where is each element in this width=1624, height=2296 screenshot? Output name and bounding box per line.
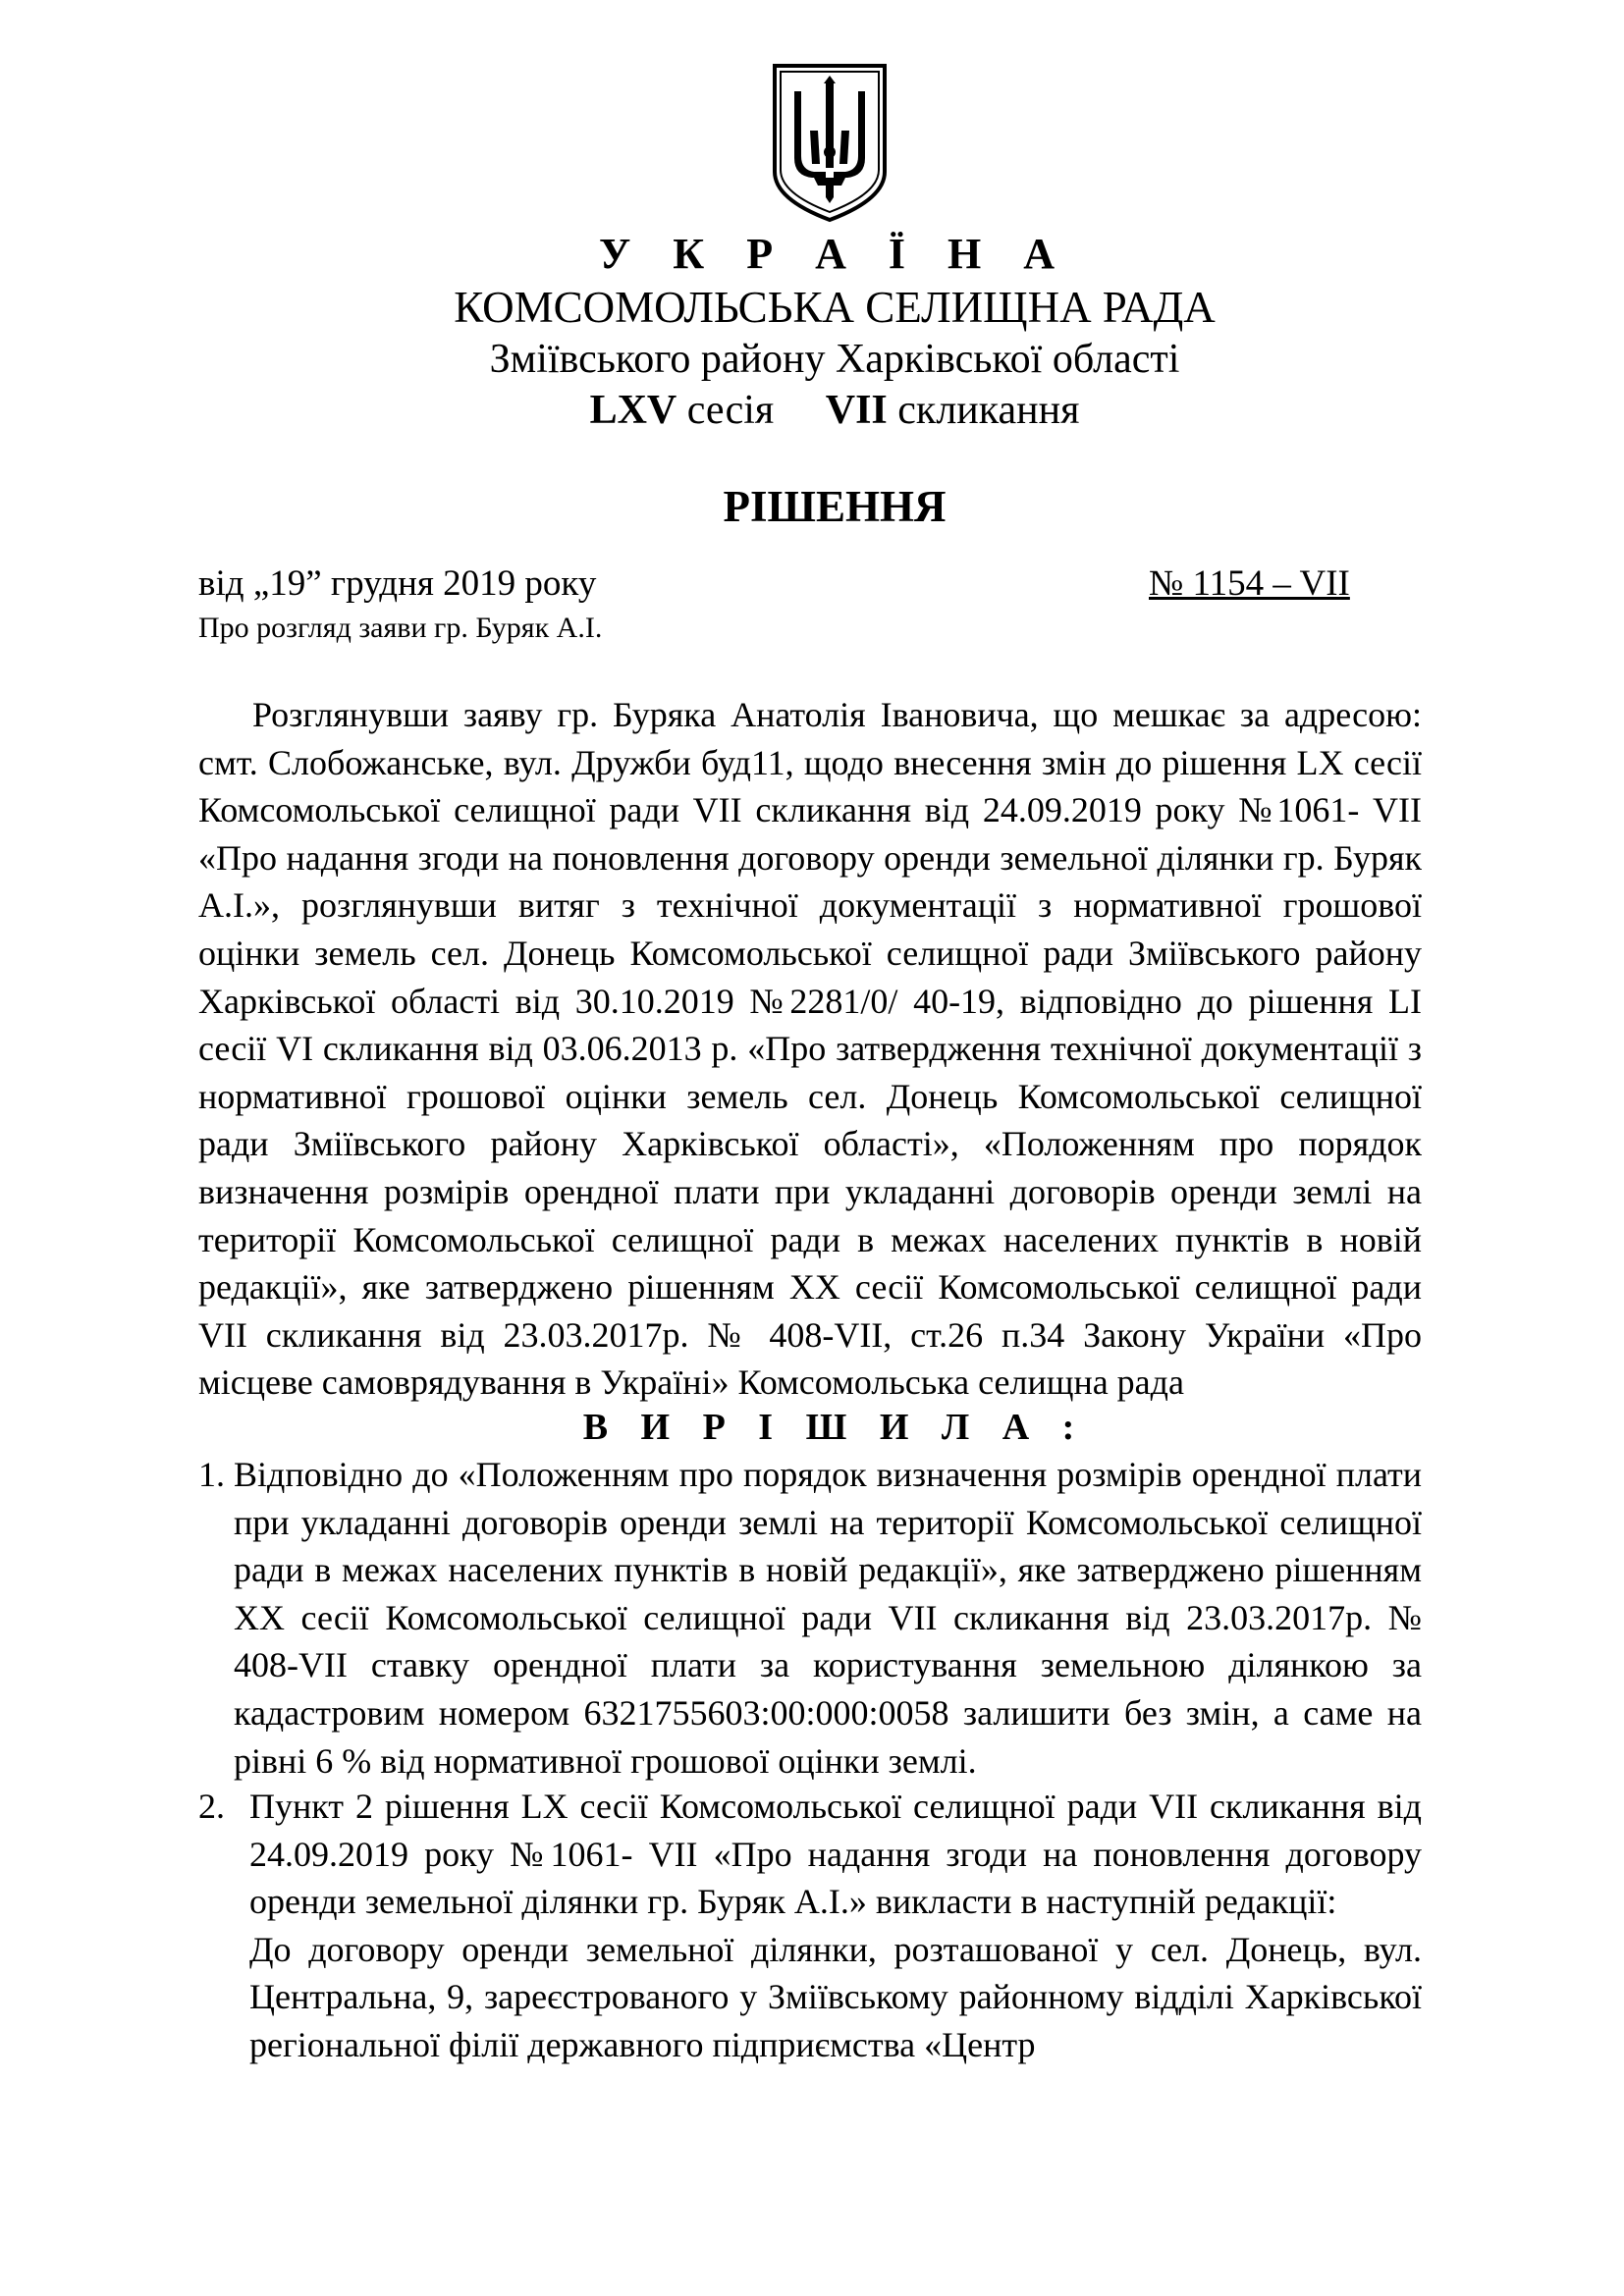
list-item-continuation: До договору оренди земельної ділянки, розташованої у сел. Донець, вул. Центральна, 9, зареєстрованого у Зміївському районному відділі Харківської регіональної філії державного підприємства «Центр [249,1929,1422,2064]
convocation-roman: VII [825,388,888,433]
list-item-number: 2. [198,1787,225,1826]
list-item-number: 1. [198,1455,225,1494]
decision-date: від „19” грудня 2019 року [198,563,597,604]
session-word: сесія [686,388,775,433]
district-region: Зміївського району Харківської області [489,337,1180,382]
intro-paragraph: Розглянувши заяву гр. Буряка Анатолія Івановича, що мешкає за адресою: смт. Слобожанське, вул. Дружби буд11, щодо внесення змін до рішення LX сесії Комсомольської селищної ради VII скликання від 24.09.2019 року №1061- VII «Про надання згоди на поновлення договору оренди земельної ділянки гр. Буряк А.І.», розглянувши витяг з технічної документації з нормативної грошової оцінки земель сел. Донець Комсомольської селищної ради Зміївського району Харківської області від 30.10.2019 №2281/0/ 40-19, відповідно до рішення LI сесії VI скликання від 03.06.2013 р. «Про затвердження технічної документації з нормативної грошової оцінки земель сел. Донець Комсомольської селищної ради Зміївського району Харківської області», «Положенням про порядок визначення розмірів орендної плати при укладанні договорів оренди землі на території Комсомольської селищної ради в межах населених пунктів в новій редакції», яке затверджено рішенням XX сесії Комсомольської селищної ради VII скликання від 23.03.2017р. № 408-VII, ст.26 п.34 Закону України «Про місцеве самоврядування в Україні» Комсомольська селищна рада [198,695,1422,1403]
decision-title: РІШЕННЯ [723,482,947,531]
list-item-text: Відповідно до «Положенням про порядок визначення розмірів орендної плати при укладанні договорів оренди землі на території Комсомольської селищної ради в межах населених пунктів в новій редакції», яке затверджено рішенням XX сесії Комсомольської селищної ради VII скликання від 23.03.2017р. № 408-VII ставку орендної плати за користування земельною ділянкою за кадастровим номером 6321755603:00:000:0058 залишити без змін, а саме на рівні 6 % від нормативної грошової оцінки землі. [234,1455,1422,1781]
decision-number: № 1154 – VII [1149,563,1350,604]
session-line [0,385,1624,436]
trident-coat-of-arms-icon [771,62,889,224]
council-name: КОМСОМОЛЬСЬКА СЕЛИЩНА РАДА [454,283,1216,332]
resolved-heading: В И Р І Ш И Л А : [582,1407,1087,1448]
list-item [198,1783,1422,2069]
country-name: У К Р А Ї Н А [599,230,1070,278]
list-item [198,1451,1422,1785]
decision-subject: Про розгляд заяви гр. Буряк А.І. [198,612,603,644]
session-roman: LXV [589,388,677,433]
convocation-word: скликання [897,388,1080,433]
list-item-text: Пункт 2 рішення LX сесії Комсомольської селищної ради VII скликання від 24.09.2019 року №1061- VII «Про надання згоди на поновлення договору оренди земельної ділянки гр. Буряк А.І.» викласти в наступній редакції: [249,1787,1422,1922]
